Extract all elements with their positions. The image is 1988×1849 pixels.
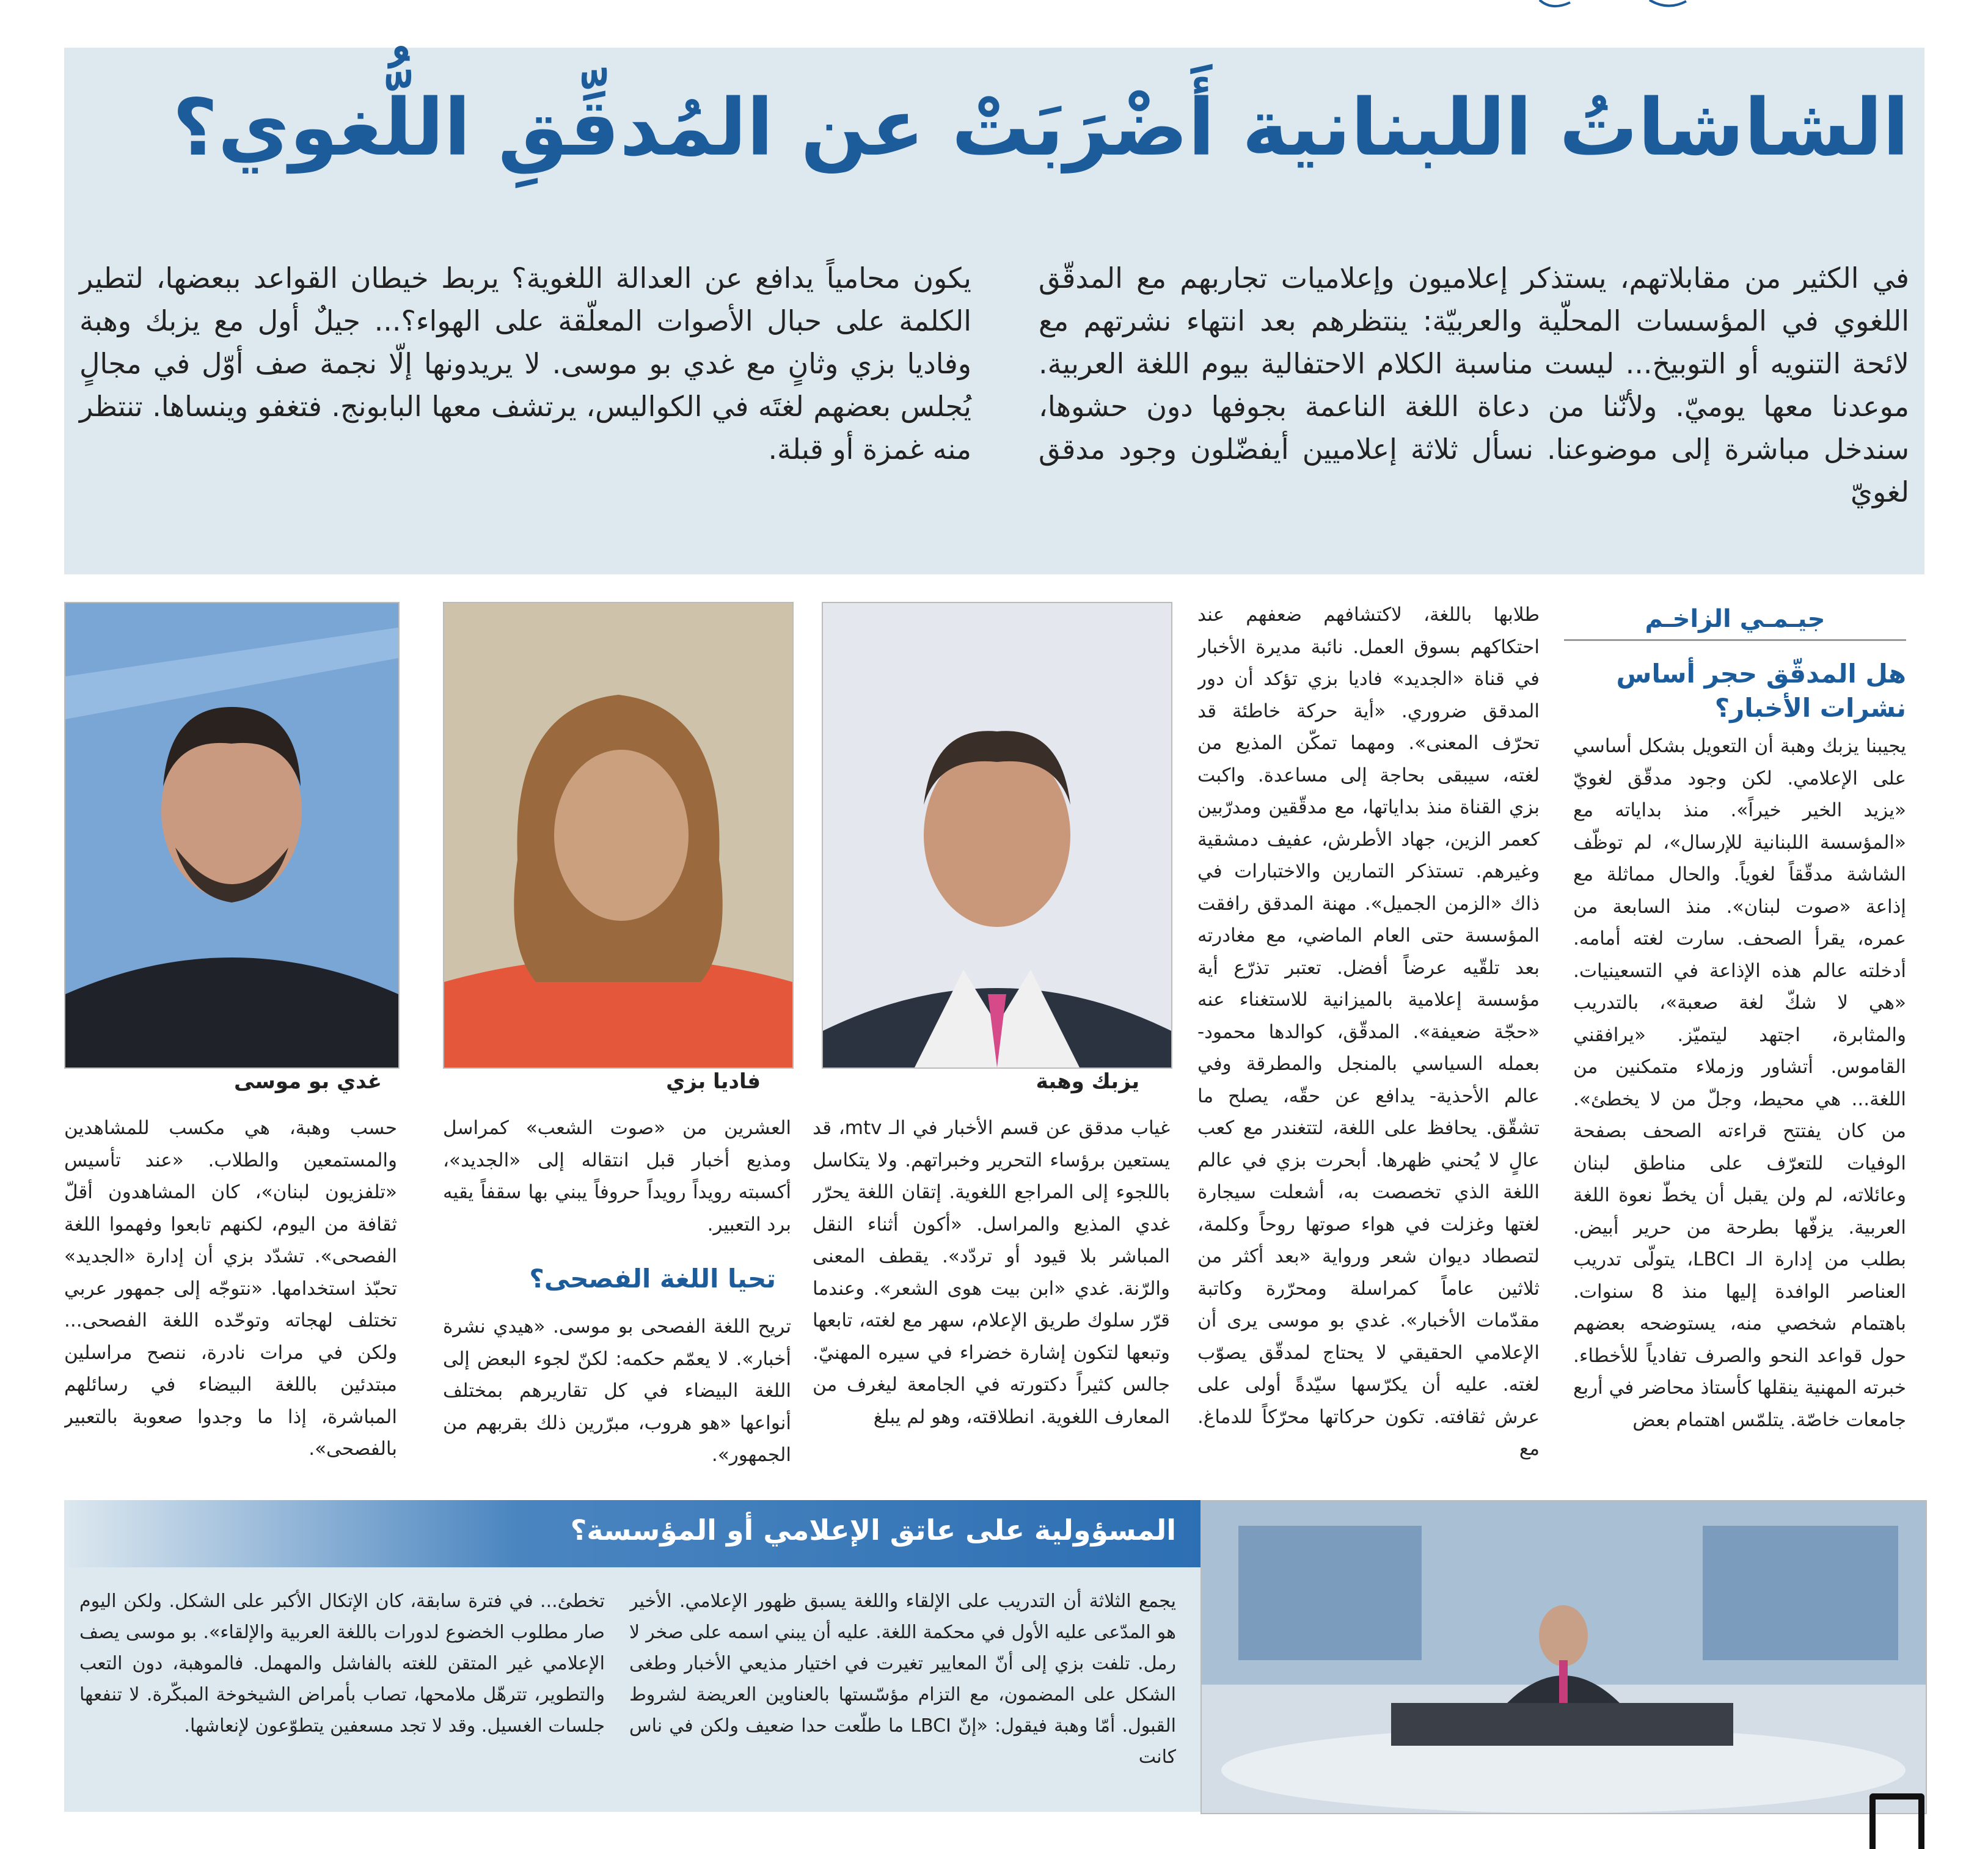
caption-ghadi-bou-moussa: غدي بو موسى	[234, 1069, 382, 1094]
intro-paragraph-right: في الكثير من مقابلاتهم، يستذكر إعلاميون وإعلاميات تجاربهم مع المدقّق اللغوي في المؤسسات المحلّية والعربيّة: ينتظرهم بعد انتهاء نشرتهم مع لائحة التنويه أو التوبيخ... ليست مناسبة الكلام الاحتفالية بيوم اللغة العربية. موعدنا معها يوميّ. ولأنّنا من دعاة اللغة الناعمة بجوفها دون حشوها، سندخل مباشرة إلى موضوعنا. نسأل ثلاثة إعلاميين أيفضّلون وجود مدقق لغويّ	[1039, 262, 1909, 508]
page-corner-mark	[1869, 1793, 1924, 1849]
column-2-text: طلابها باللغة، لاكتشافهم ضعفهم عند احتكاكهم بسوق العمل. نائبة مديرة الأخبار في قناة «الجديد» فاديا بزي تؤكد أن دور المدقق ضروري. «أية حركة خاطئة قد تحرّف المعنى». ومهما تمكّن المذيع من لغته، سيبقى بحاجة إلى مساعدة. واكبت بزي القناة منذ بداياتها، مع مدقّقين ومدرّبين كعمر الزين، جهاد الأطرش، عفيف دمشقية وغيرهم. تستذكر التمارين والاختبارات في ذاك «الزمن الجميل». مهنة المدقق رافقت المؤسسة حتى العام الماضي، مع مغادرته بعد تلقّيه عرضاً أفضل. تعتبر تذرّع أية مؤسسة إعلامية بالميزانية للاستغناء عنه «حجّة ضعيفة». المدقّق، كوالدها محمود- بعمله السياسي بالمنجل والمطرقة وفي عالم الأحذية- يدافع عن حقّه، يصلح ما تشقّق. يحافظ على اللغة، لتتغندر مع كعب عالٍ لا يُحني ظهرها. أبحرت بزي في عالم اللغة الذي تخصصت به، أشعلت سيجارة لغتها وغزلت في هواء صوتها روحاً وكلمة، لتصطاد ديوان شعر ورواية «بعد أكثر من ثلاثين عاماً كمراسلة ومحرّرة وكاتبة مقدّمات الأخبار». غدي بو موسى يرى أن الإعلامي الحقيقي لا يحتاج لمدقّق يصوّب لغته. عليه أن يكرّسها سيّدةً أولى على عرش ثقافته. تكون حركاتها محرّكاً للدماغ. مع	[1197, 604, 1540, 1460]
column-4-text-2: تريح اللغة الفصحى بو موسى. «هيدي نشرة أخبار». لا يعمّم حكمه: لكنّ لجوء البعض إلى اللغة البيضاء في كل تقاريرهم بمختلف أنواعها «هو هروب، مبرّرين ذلك بقربهم من الجمهور».	[443, 1316, 791, 1466]
column-3-text: غياب مدقق عن قسم الأخبار في الـ mtv، قد يستعين برؤساء التحرير وخبراتهم. ولا يتكاسل باللجوء إلى المراجع اللغوية. إتقان اللغة يحرّر غدي المذيع والمراسل. «أكون أثناء النقل المباشر بلا قيود أو تردّد». يقطف المعنى والرّنة. غدي «ابن بيت هوى الشعر». وعندما قرّر سلوك طريق الإعلام، سهر مع لغته، تابعها وتبعها لتكون إشارة خضراء في سيره المهنيّ. جالس كثيراً دكتورته في الجامعة ليغرف من المعارف اللغوية. انطلاقته، وهو لم يبلغ	[813, 1117, 1170, 1428]
bottom-heading-bar	[64, 1500, 1200, 1567]
section-heading-q2: تحيا اللغة الفصحى؟	[529, 1264, 776, 1294]
bottom-heading: المسؤولية على عاتق الإعلامي أو المؤسسة؟	[570, 1514, 1176, 1547]
top-decoration	[1527, 0, 1698, 12]
section-heading-q1: هل المدقّق حجر أساس نشرات الأخبار؟	[1616, 659, 1906, 723]
photo-fadia-bazzi	[443, 602, 794, 1069]
column-4-text: العشرين من «صوت الشعب» كمراسل ومذيع أخبار قبل انتقاله إلى «الجديد»، أكسبته رويداً رويداً حروفاً يبني بها سقفاً يقيه برد التعبير.	[443, 1117, 791, 1236]
studio-photo-icon	[1202, 1501, 1926, 1813]
portrait-photo-icon	[65, 603, 398, 1067]
column-5-text: حسب وهبة، هي مكسب للمشاهدين والمستمعين والطلاب. «عند تأسيس «تلفزيون لبنان»، كان المشاهدون أقلّ ثقافة من اليوم، لكنهم تابعوا وفهموا اللغة الفصحى». تشدّد بزي أن إدارة «الجديد» تحبّذ استخدامها. «نتوجّه إلى جمهور عربي تختلف لهجاته وتوحّده اللغة الفصحى... ولكن في مرات نادرة، ننصح مراسلين مبتدئين باللغة البيضاء في رسائلهم المباشرة، إذا ما وجدوا صعوبة بالتعبير بالفصحى».	[64, 1117, 397, 1460]
photo-ghadi-bou-moussa	[64, 602, 400, 1069]
intro-paragraph-left: يكون محامياً يدافع عن العدالة اللغوية؟ يربط خيطان القواعد ببعضها، لتطير الكلمة على حبال الأصوات المعلّقة على الهواء؟... جيلٌ أول مع يزبك وهبة وفاديا بزي وثانٍ مع غدي بو موسى. لا يريدونها إلّا نجمة صف أوّل في مجالٍ يُجلس بعضهم لغتَه في الكواليس، يرتشف معها البابونج. فتغفو وينساها. تنتظر منه غمزة أو قبلة.	[79, 262, 971, 466]
photo-yazbek-wehbe	[822, 602, 1172, 1069]
author-byline: جيـمـي الزاخـم	[1564, 605, 1906, 641]
caption-yazbek-wehbe: يزبك وهبة	[1036, 1069, 1139, 1094]
bottom-column-1: يجمع الثلاثة أن التدريب على الإلقاء واللغة يسبق ظهور الإعلامي. الأخير هو المدّعى عليه الأول في محكمة اللغة. عليه أن يبني اسمه على صخر لا رمل. تلفت بزي إلى أنّ المعايير تغيرت في اختيار مذيعي الأخبار وطغى الشكل على المضمون، مع التزام مؤسّستها بالعناوين العريضة لشروط القبول. أمّا وهبة فيقول: «إنّ LBCI ما طلّعت حدا ضعيف ولكن في ناس كانت	[629, 1591, 1176, 1768]
caption-fadia-bazzi: فاديا بزي	[666, 1069, 761, 1094]
portrait-photo-icon	[444, 603, 792, 1067]
column-1-text: يجيبنا يزبك وهبة أن التعويل بشكل أساسي على الإعلامي. لكن وجود مدقّق لغويّ «يزيد الخير خيراً». منذ بداياته مع «المؤسسة اللبنانية للإرسال»، لم توظّف الشاشة مدقّقاً لغوياً. والحال مماثلة مع إذاعة «صوت لبنان». منذ السابعة من عمره، يقرأ الصحف. سارت لغته أمامه. أدخلته عالم هذه الإذاعة في التسعينيات. «هي لا شكّ لغة صعبة»، بالتدريب والمثابرة، اجتهد ليتميّز. «يرافقني القاموس. أتشاور وزملاء متمكنين من اللغة... هي محيط، وجلّ من لا يخطئ». من كان يفتتح قراءته الصحف بصفحة الوفيات للتعرّف على مناطق لبنان وعائلاته، لم ولن يقبل أن يخطّ نعوة اللغة العربية. يزفّها بطرحة من حرير أبيض. بطلب من إدارة الـ LBCI، يتولّى تدريب العناصر الوافدة إليها منذ 8 سنوات. باهتمام شخصي منه، يستوضحه بعضهم حول قواعد النحو والصرف تفادياً للأخطاء. خبرته المهنية ينقلها كأستاذ محاضر في أربع جامعات خاصّة. يتلمّس اهتمام بعض	[1573, 735, 1906, 1431]
portrait-photo-icon	[823, 603, 1171, 1067]
bottom-column-2: تخطئ... في فترة سابقة، كان الإتكال الأكبر على الشكل. ولكن اليوم صار مطلوب الخضوع لدورات باللغة العربية والإلقاء». بو موسى يصف الإعلامي غير المتقن للغته بالفاشل والمهمل. فالموهبة، دون التعب والتطوير، تترهّل ملامحها، تصاب بأمراض الشيخوخة المبكّرة. لا تنفعها جلسات الغسيل. وقد لا تجد مسعفين يتطوّعون لإنعاشها.	[79, 1591, 605, 1737]
photo-news-studio	[1200, 1500, 1927, 1814]
article-headline: الشاشاتُ اللبنانية أَضْرَبَتْ عن المُدقِّقِ اللُّغوي؟	[172, 82, 1909, 174]
